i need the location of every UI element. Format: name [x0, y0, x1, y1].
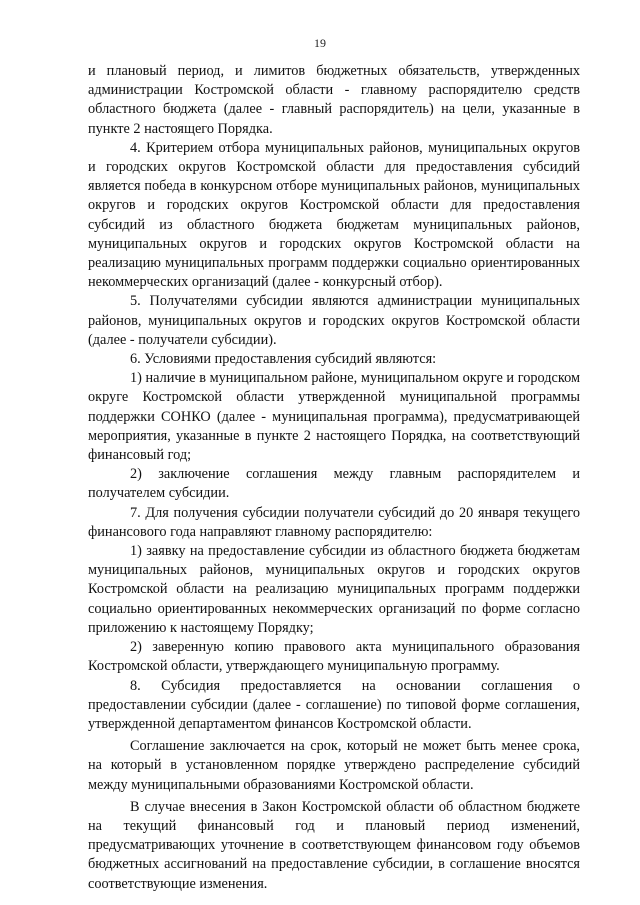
document-body — [88, 62, 580, 894]
paragraph-item-6-2: 2) заключение соглашения между главным распорядителем и получателем субсидии. — [88, 466, 580, 502]
paragraph-item-8: 8. Субсидия предоставляется на основании соглашения о предоставлении субсидии (далее - соглашение) по типовой форме соглашения, утвержденной департаментом финансов Костромской области. — [88, 677, 580, 732]
paragraph-item-5: 5. Получателями субсидии являются администрации муниципальных районов, муниципальных округов и городских округов Костромской области (далее - получатели субсидии). — [88, 293, 580, 348]
paragraph-agreement-term: Соглашение заключается на срок, который не может быть менее срока, на который в установленном порядке утверждено распределение субсидий между муниципальными образованиями Костромской области. — [88, 738, 580, 793]
paragraph-item-7-2: 2) заверенную копию правового акта муниципального образования Костромской области, утверждающего муниципальную программу. — [88, 639, 580, 675]
paragraph-item-7-1: 1) заявку на предоставление субсидии из областного бюджета бюджетам муниципальных районов, муниципальных округов и городских округов Костромской области на реализацию муниципальных программ поддержки социально ориентированных некоммерческих организаций по форме согласно приложению к настоящему Порядку; — [88, 543, 580, 636]
paragraph-item-7: 7. Для получения субсидии получатели субсидий до 20 января текущего финансового года направляют главному распорядителю: — [88, 504, 580, 540]
paragraph-continuation: и плановый период, и лимитов бюджетных обязательств, утвержденных администрации Костромской области - главному распорядителю средств областного бюджета (далее - главный распорядитель) на цели, указанные в пункте 2 настоящего Порядка. — [88, 63, 580, 137]
paragraph-item-6: 6. Условиями предоставления субсидий являются: — [130, 351, 437, 368]
paragraph-item-6-1: 1) наличие в муниципальном районе, муниципальном округе и городском округе Костромской области утвержденной муниципальной программы поддержки СОНКО (далее - муниципальная программа), предусматривающей мероприятия, указанные в пункте 2 настоящего Порядка, на соответствующий финансовый год; — [88, 370, 580, 464]
page-number: 19 — [314, 36, 326, 50]
paragraph-item-4: 4. Критерием отбора муниципальных районов, муниципальных округов и городских округов Костромской области для предоставления субсидий является победа в конкурсном отборе муниципальных районов, муниципальных округов и городских округов Костромской области для предоставления субсидий из областного бюджета бюджетам муниципальных районов, муниципальных округов и городских округов Костромской области на реализацию муниципальных программ поддержки социально ориентированных некоммерческих организаций (далее - конкурсный отбор). — [88, 139, 580, 291]
paragraph-agreement-changes: В случае внесения в Закон Костромской области об областном бюджете на текущий финансовый год и плановый период изменений, предусматривающих уточнение в соответствующем финансовом году объемов бюджетных ассигнований на предоставление субсидии, в соглашение вносятся соответствующие изменения. — [88, 798, 580, 892]
